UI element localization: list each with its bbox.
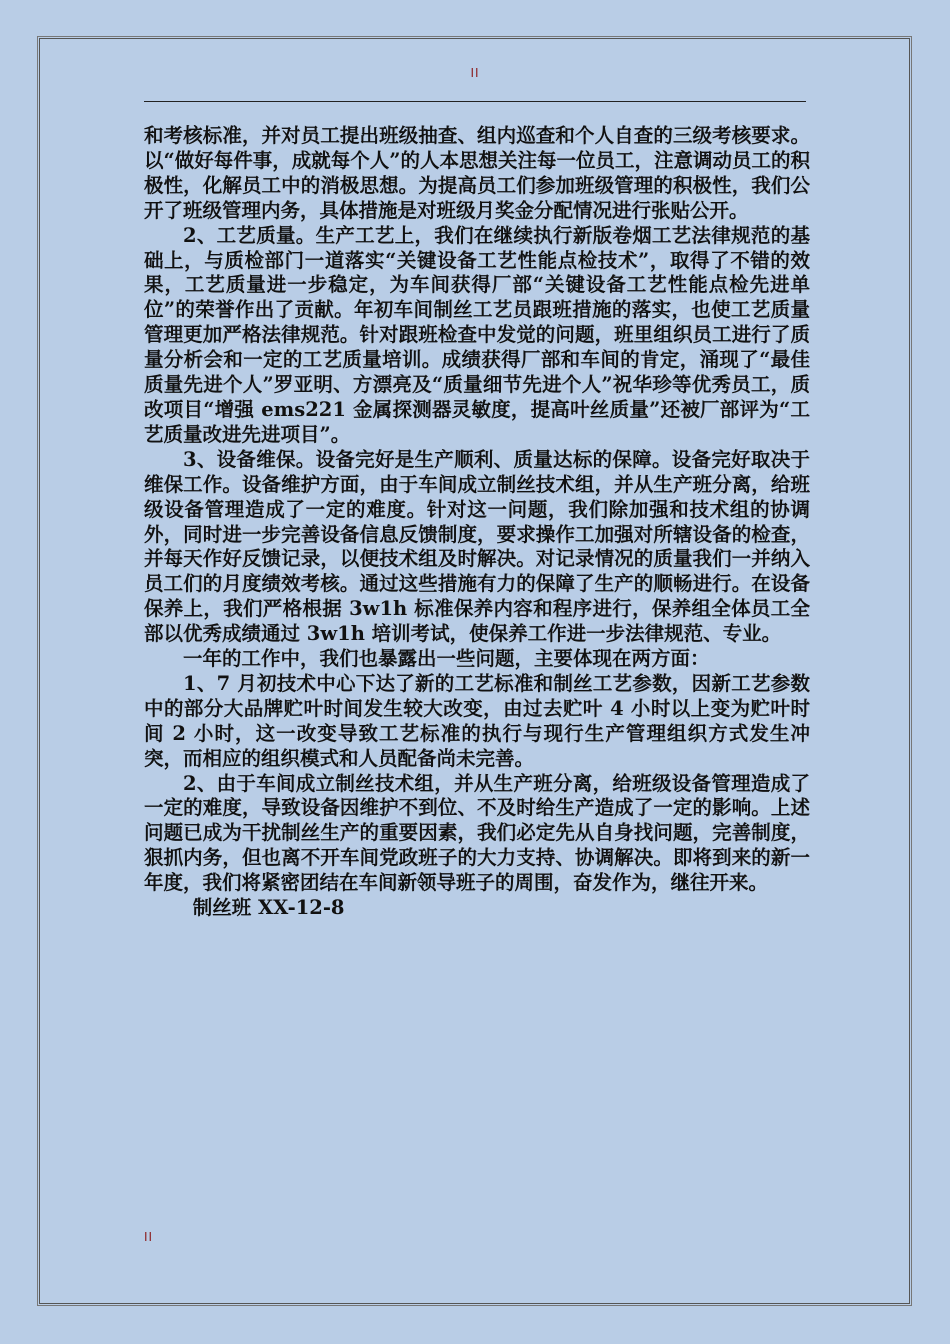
paragraph-process-quality: 2、工艺质量。生产工艺上，我们在继续执行新版卷烟工艺法律规范的基础上，与质检部门一道落实“关键设备工艺性能点检技术”，取得了不错的效果，工艺质量进一步稳定，为车间获得厂部“关键设备工艺性能点检先进单位”的荣誉作出了贡献。年初车间制丝工艺员跟班措施的落实，也使工艺质量管理更加严格法律规范。针对跟班检查中发觉的问题，班里组织员工进行了质量分析会和一定的工艺质量培训。成绩获得厂部和车间的肯定，涌现了“最佳质量先进个人”罗亚明、方漂亮及“质量细节先进个人”祝华珍等优秀员工，质改项目“增强 ems221 金属探测器灵敏度，提高叶丝质量”还被厂部评为“工艺质量改进先进项目”。 (144, 223, 810, 446)
document-body (144, 124, 810, 921)
signature: 制丝班 XX-12-8 (192, 896, 345, 920)
paragraph-equipment-maintenance: 3、设备维保。设备完好是生产顺利、质量达标的保障。设备完好取决于维保工作。设备维护方面，由于车间成立制丝技术组，并从生产班分离，给班级设备管理造成了一定的难度。针对这一问题，我们除加强和技术组的协调外，同时进一步完善设备信息反馈制度，要求操作工加强对所辖设备的检查，并每天作好反馈记录，以便技术组及时解决。对记录情况的质量我们一并纳入员工们的月度绩效考核。通过这些措施有力的保障了生产的顺畅进行。在设备保养上，我们严格根据 3w1h 标准保养内容和程序进行，保养组全体员工全部以优秀成绩通过 3w1h 培训考试，使保养工作进一步法律规范、专业。 (144, 447, 810, 646)
header-mark: II (470, 66, 480, 80)
paragraph-problem-1: 1、7 月初技术中心下达了新的工艺标准和制丝工艺参数，因新工艺参数中的部分大品牌贮叶时间发生较大改变，由过去贮叶 4 小时以上变为贮叶时间 2 小时，这一改变导致工艺标准的执行与现行生产管理组织方式发生冲突，而相应的组织模式和人员配备尚未完善。 (144, 671, 810, 770)
footer-mark: II (144, 1230, 154, 1244)
paragraph-problem-2: 2、由于车间成立制丝技术组，并从生产班分离，给班级设备管理造成了一定的难度，导致设备因维护不到位、不及时给生产造成了一定的影响。上述问题已成为干扰制丝生产的重要因素，我们必定先从自身找问题，完善制度，狠抓内务，但也离不开车间党政班子的大力支持、协调解决。即将到来的新一年度，我们将紧密团结在车间新领导班子的周围，奋发作为，继往开来。 (144, 771, 810, 895)
paragraph-continuation: 和考核标准，并对员工提出班级抽查、组内巡查和个人自查的三级考核要求。以“做好每件事，成就每个人”的人本思想关注每一位员工，注意调动员工的积极性，化解员工中的消极思想。为提高员工们参加班级管理的积极性，我们公开了班级管理内务，具体措施是对班级月奖金分配情况进行张贴公开。 (144, 124, 810, 222)
paragraph-problems-intro: 一年的工作中，我们也暴露出一些问题，主要体现在两方面： (183, 647, 710, 671)
header-rule (144, 101, 806, 102)
